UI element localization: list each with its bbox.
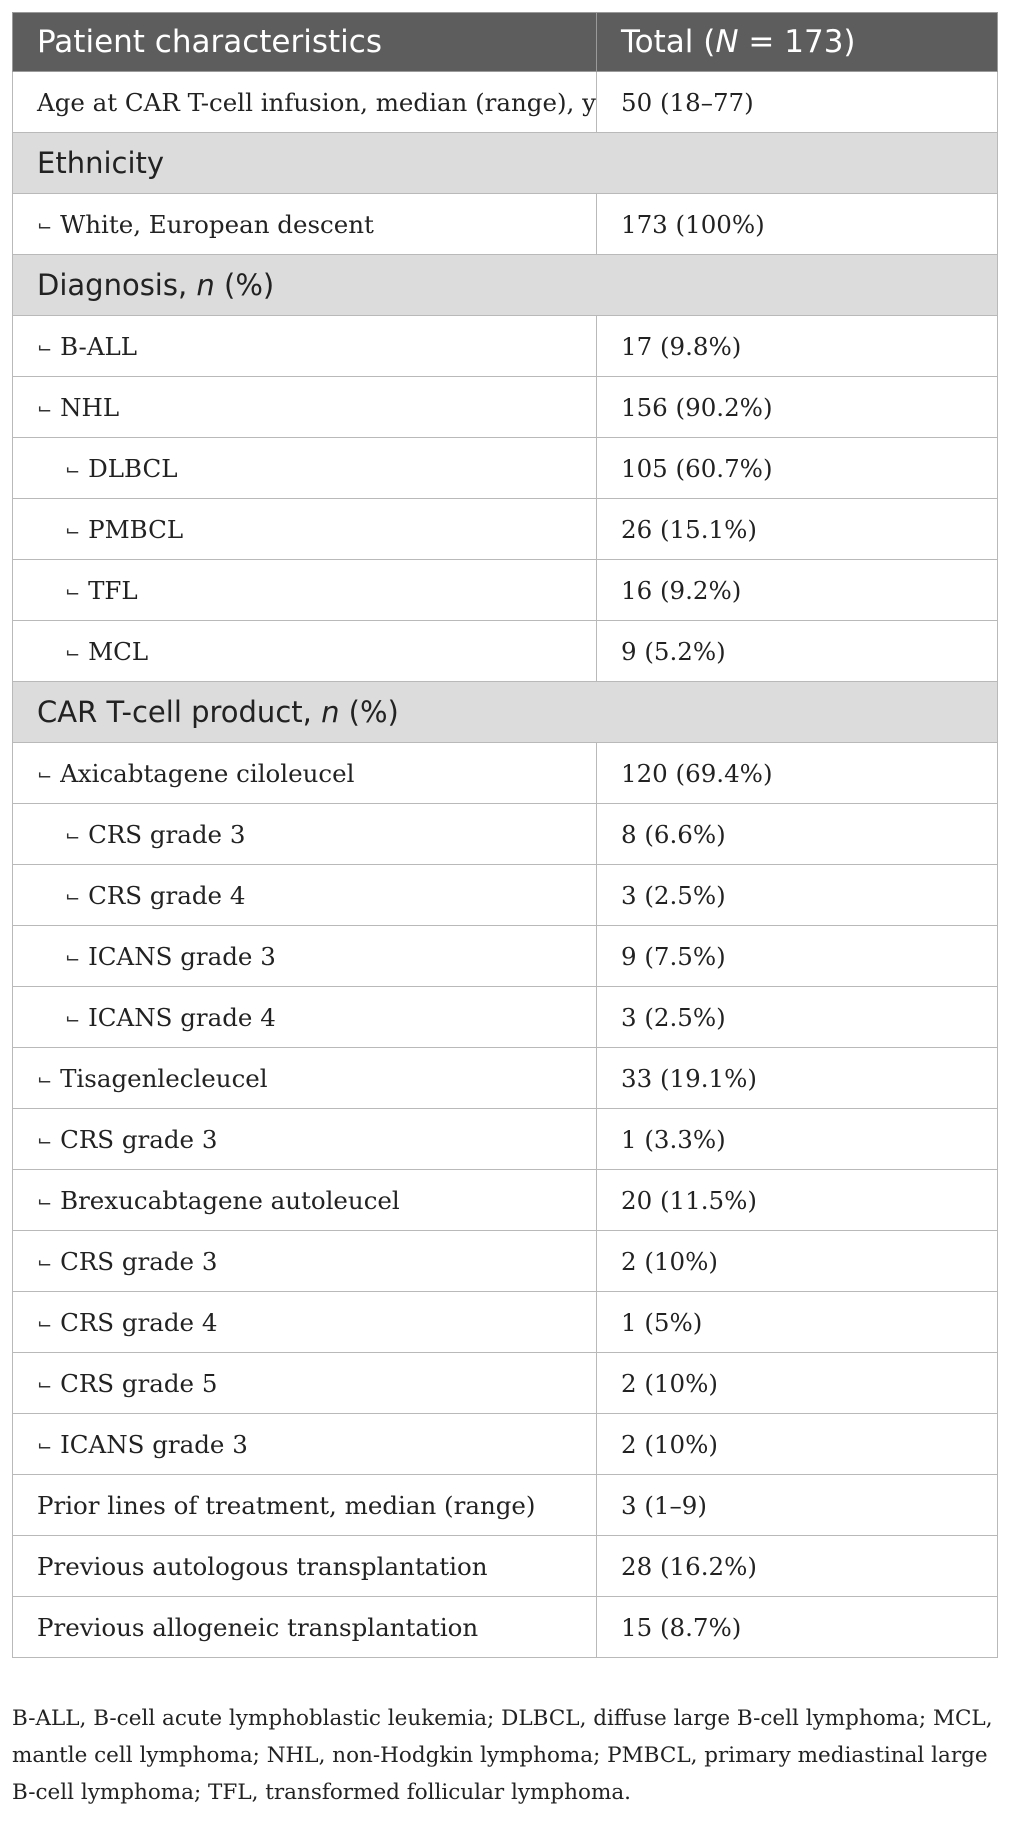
row-label: ⌙ CRS grade 5 xyxy=(13,1353,597,1414)
indent-mark-icon: ⌙ xyxy=(65,1007,81,1029)
table-row xyxy=(13,1292,998,1353)
characteristics-table-container xyxy=(12,12,997,1658)
indent-mark-icon: ⌙ xyxy=(37,1312,53,1334)
row-label: ⌙ CRS grade 4 xyxy=(13,865,597,926)
table-row xyxy=(13,926,998,987)
table-row xyxy=(13,438,998,499)
row-value: 173 (100%) xyxy=(597,194,998,255)
row-value: 20 (11.5%) xyxy=(597,1170,998,1231)
row-label: ⌙ CRS grade 4 xyxy=(13,1292,597,1353)
row-label: ⌙ Tisagenlecleucel xyxy=(13,1048,597,1109)
row-label: ⌙ Brexucabtagene autoleucel xyxy=(13,1170,597,1231)
row-value: 1 (5%) xyxy=(597,1292,998,1353)
section-title: Diagnosis, n (%) xyxy=(13,255,998,316)
indent-mark-icon: ⌙ xyxy=(37,1434,53,1456)
header-patient-characteristics: Patient characteristics xyxy=(13,13,597,72)
indent-mark-icon: ⌙ xyxy=(65,580,81,602)
row-value: 28 (16.2%) xyxy=(597,1536,998,1597)
row-value: 105 (60.7%) xyxy=(597,438,998,499)
row-value: 15 (8.7%) xyxy=(597,1597,998,1658)
indent-mark-icon: ⌙ xyxy=(65,458,81,480)
row-value: 33 (19.1%) xyxy=(597,1048,998,1109)
indent-mark-icon: ⌙ xyxy=(37,1129,53,1151)
section-title: Ethnicity xyxy=(13,133,998,194)
indent-mark-icon: ⌙ xyxy=(37,1251,53,1273)
row-value: 9 (7.5%) xyxy=(597,926,998,987)
table-row xyxy=(13,743,998,804)
section-title: CAR T-cell product, n (%) xyxy=(13,682,998,743)
row-label: Previous autologous transplantation xyxy=(13,1536,597,1597)
indent-mark-icon: ⌙ xyxy=(65,824,81,846)
row-label: ⌙ B-ALL xyxy=(13,316,597,377)
table-row xyxy=(13,1475,998,1536)
row-value: 17 (9.8%) xyxy=(597,316,998,377)
row-value: 2 (10%) xyxy=(597,1231,998,1292)
indent-mark-icon: ⌙ xyxy=(37,1373,53,1395)
row-value: 2 (10%) xyxy=(597,1353,998,1414)
table-row xyxy=(13,987,998,1048)
header-total: Total (N = 173) xyxy=(597,13,998,72)
row-value: 156 (90.2%) xyxy=(597,377,998,438)
row-label: ⌙ CRS grade 3 xyxy=(13,1109,597,1170)
table-row xyxy=(13,499,998,560)
row-value: 120 (69.4%) xyxy=(597,743,998,804)
row-label: ⌙ MCL xyxy=(13,621,597,682)
row-value: 8 (6.6%) xyxy=(597,804,998,865)
row-value: 3 (1–9) xyxy=(597,1475,998,1536)
indent-mark-icon: ⌙ xyxy=(37,1190,53,1212)
row-value: 1 (3.3%) xyxy=(597,1109,998,1170)
patient-characteristics-table xyxy=(12,12,998,1658)
row-value: 16 (9.2%) xyxy=(597,560,998,621)
table-footnote: B-ALL, B-cell acute lymphoblastic leukemia; DLBCL, diffuse large B-cell lymphoma; MCL, mantle cell lymphoma; NHL, non-Hodgkin lymphoma; PMBCL, primary mediastinal large B-cell lymphoma; TFL, transformed follicular lymphoma. xyxy=(12,1706,993,1805)
table-row xyxy=(13,1048,998,1109)
row-label: Age at CAR T-cell infusion, median (range), y xyxy=(13,72,597,133)
row-value: 3 (2.5%) xyxy=(597,987,998,1048)
row-label: ⌙ White, European descent xyxy=(13,194,597,255)
section-row-diagnosis xyxy=(13,255,998,316)
table-row xyxy=(13,621,998,682)
indent-mark-icon: ⌙ xyxy=(65,885,81,907)
row-label: ⌙ ICANS grade 4 xyxy=(13,987,597,1048)
table-row xyxy=(13,72,998,133)
row-label: ⌙ CRS grade 3 xyxy=(13,1231,597,1292)
row-value: 2 (10%) xyxy=(597,1414,998,1475)
table-row xyxy=(13,1536,998,1597)
table-row xyxy=(13,1231,998,1292)
indent-mark-icon: ⌙ xyxy=(37,336,53,358)
row-value: 26 (15.1%) xyxy=(597,499,998,560)
table-row xyxy=(13,1414,998,1475)
indent-mark-icon: ⌙ xyxy=(37,397,53,419)
table-row xyxy=(13,865,998,926)
row-value: 3 (2.5%) xyxy=(597,865,998,926)
table-header-row xyxy=(13,13,998,72)
row-label: ⌙ ICANS grade 3 xyxy=(13,926,597,987)
row-label: ⌙ DLBCL xyxy=(13,438,597,499)
section-row-ethnicity xyxy=(13,133,998,194)
table-row xyxy=(13,194,998,255)
indent-mark-icon: ⌙ xyxy=(37,763,53,785)
table-row xyxy=(13,1597,998,1658)
row-label: ⌙ NHL xyxy=(13,377,597,438)
indent-mark-icon: ⌙ xyxy=(65,519,81,541)
row-label: ⌙ CRS grade 3 xyxy=(13,804,597,865)
indent-mark-icon: ⌙ xyxy=(65,641,81,663)
row-label: Previous allogeneic transplantation xyxy=(13,1597,597,1658)
row-value: 9 (5.2%) xyxy=(597,621,998,682)
row-label: ⌙ ICANS grade 3 xyxy=(13,1414,597,1475)
indent-mark-icon: ⌙ xyxy=(37,214,53,236)
table-row xyxy=(13,1353,998,1414)
table-row xyxy=(13,1170,998,1231)
section-row-car-t-cell-product xyxy=(13,682,998,743)
table-row xyxy=(13,804,998,865)
row-label: ⌙ PMBCL xyxy=(13,499,597,560)
indent-mark-icon: ⌙ xyxy=(65,946,81,968)
table-row xyxy=(13,316,998,377)
indent-mark-icon: ⌙ xyxy=(37,1068,53,1090)
row-label: ⌙ TFL xyxy=(13,560,597,621)
row-label: Prior lines of treatment, median (range) xyxy=(13,1475,597,1536)
table-row xyxy=(13,1109,998,1170)
row-label: ⌙ Axicabtagene ciloleucel xyxy=(13,743,597,804)
row-value: 50 (18–77) xyxy=(597,72,998,133)
table-row xyxy=(13,560,998,621)
table-row xyxy=(13,377,998,438)
